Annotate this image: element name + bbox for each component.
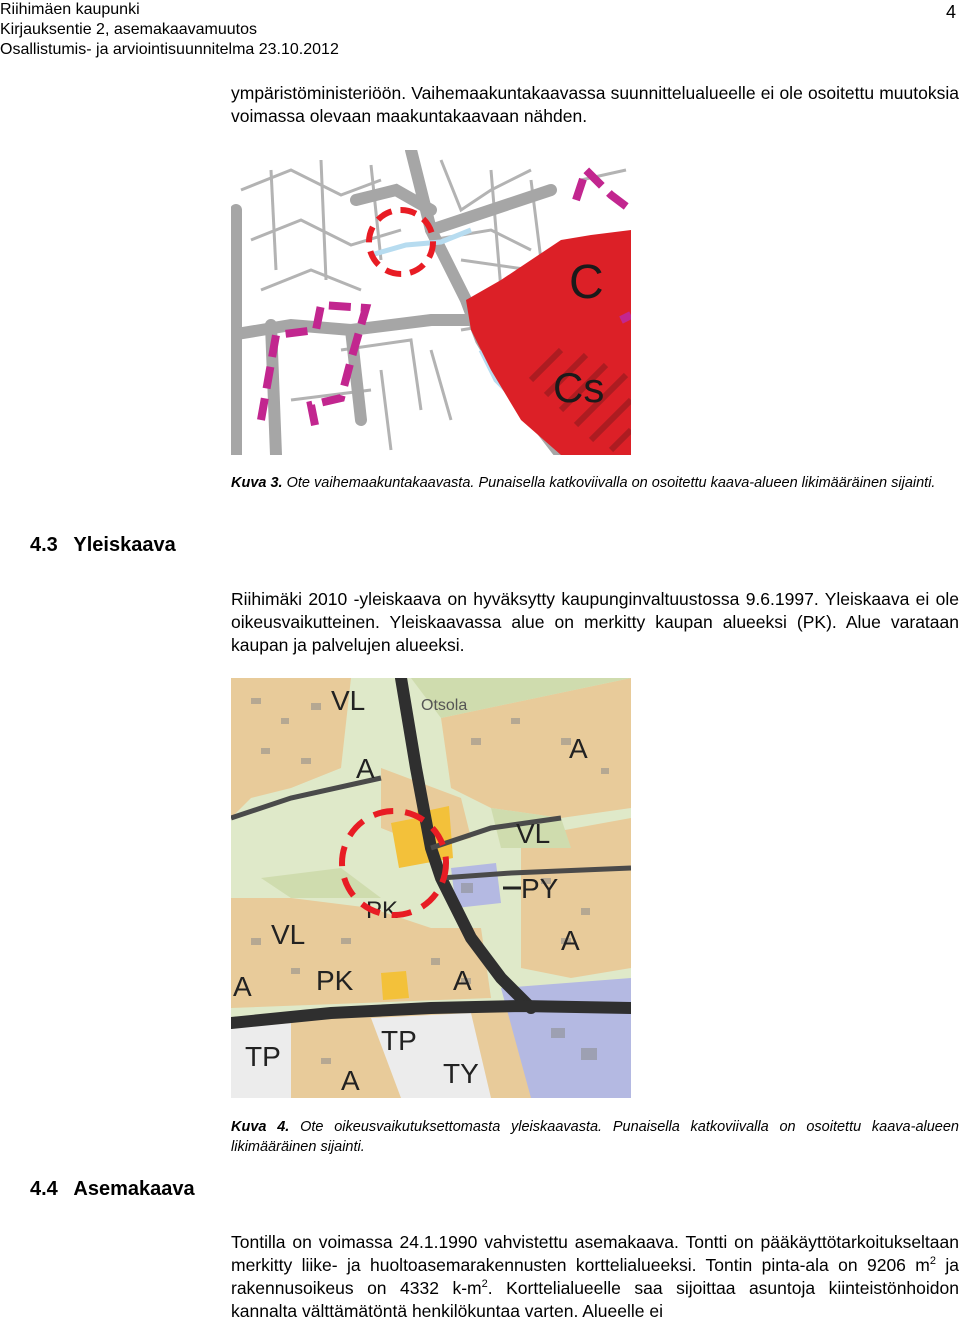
map-label-otsola: Otsola <box>421 697 468 714</box>
map-label-vl-left: VL <box>271 919 306 950</box>
detailed-plan-text-part3: . Korttelialueelle saa sijoittaa asuntoja kiinteistönhoidon kannalta välttämätöntä henkilökuntaa varten. Alueelle ei <box>231 1278 959 1321</box>
detailed-plan-text-part2: ja rakennusoikeus on 4332 k-m <box>231 1255 959 1298</box>
map-label-c: C <box>569 256 604 309</box>
intro-paragraph-text: ympäristöministeriöön. Vaihemaakuntakaavassa suunnittelualueelle ei ole osoitettu muutoksia voimassa olevaan maakuntakaavaan nähden. <box>231 83 959 126</box>
detailed-plan-paragraph <box>231 1231 959 1323</box>
map-label-a-top: A <box>569 733 588 764</box>
section-4-4-number: 4.4 <box>30 1178 58 1200</box>
map-label-tp-left: TP <box>245 1041 281 1072</box>
section-4-3-heading <box>30 534 176 557</box>
header-project: Kirjauksentie 2, asemakaavamuutos <box>0 21 258 38</box>
page-number: 4 <box>945 2 956 22</box>
map-label-vl-top: VL <box>331 685 366 716</box>
map-label-a-left: A <box>356 753 375 784</box>
section-4-4-heading <box>30 1178 195 1201</box>
general-plan-map <box>231 678 631 1098</box>
general-plan-paragraph <box>231 588 959 657</box>
map-label-vl-mid: VL <box>516 818 551 849</box>
figure-4-number: Kuva 4. <box>231 1119 290 1135</box>
map-label-ty: TY <box>443 1058 479 1089</box>
map-label-a-right: A <box>561 925 580 956</box>
figure-3-number: Kuva 3. <box>231 475 283 491</box>
superscript-floor-area-unit: 2 <box>481 1278 488 1291</box>
map-label-a-edge: A <box>233 971 252 1002</box>
regional-plan-map <box>231 150 631 455</box>
superscript-area-unit: 2 <box>929 1255 936 1268</box>
map-label-tp-mid: TP <box>381 1025 417 1056</box>
map-label-pk-mid: PK <box>366 897 399 924</box>
general-plan-paragraph-text: Riihimäki 2010 -yleiskaava on hyväksytty kaupunginvaltuustossa 9.6.1997. Yleiskaava ei ole oikeusvaikutteinen. Yleiskaavassa alue on merkitty kaupan alueeksi (PK). Alue varataan kaupan ja palvelujen alueeksi. <box>231 589 959 655</box>
section-4-3-title: Yleiskaava <box>73 534 176 556</box>
map-label-a-mid: A <box>453 965 472 996</box>
document-header <box>0 0 339 60</box>
figure-4-text: Ote oikeusvaikutuksettomasta yleiskaavasta. Punaisella katkoviivalla on osoitettu kaava-alueen likimääräinen sijainti. <box>231 1119 959 1155</box>
map-label-cs: Cs <box>553 364 605 411</box>
detailed-plan-text-part1: Tontilla on voimassa 24.1.1990 vahvistettu asemakaava. Tontti on pääkäyttötarkoitukseltaan merkitty liike- ja huoltoasemarakennusten korttelialueeksi. Tontin pinta-ala on 9206 m <box>231 1232 959 1275</box>
header-document-title: Osallistumis- ja arviointisuunnitelma 23.10.2012 <box>0 41 339 58</box>
figure-4-caption <box>231 1117 959 1157</box>
map-label-pk-bottom: PK <box>316 965 354 996</box>
intro-paragraph <box>231 82 959 128</box>
detailed-plan-paragraph-text <box>231 1231 959 1323</box>
map-label-py: PY <box>521 873 559 904</box>
section-4-4-title: Asemakaava <box>73 1178 195 1200</box>
header-organization: Riihimäen kaupunki <box>0 1 140 18</box>
figure-3-text: Ote vaihemaakuntakaavasta. Punaisella katkoviivalla on osoitettu kaava-alueen likimääräinen sijainti. <box>286 475 936 491</box>
figure-3-caption <box>231 473 959 493</box>
map-label-a-bottom: A <box>341 1065 360 1096</box>
section-4-3-number: 4.3 <box>30 534 58 556</box>
